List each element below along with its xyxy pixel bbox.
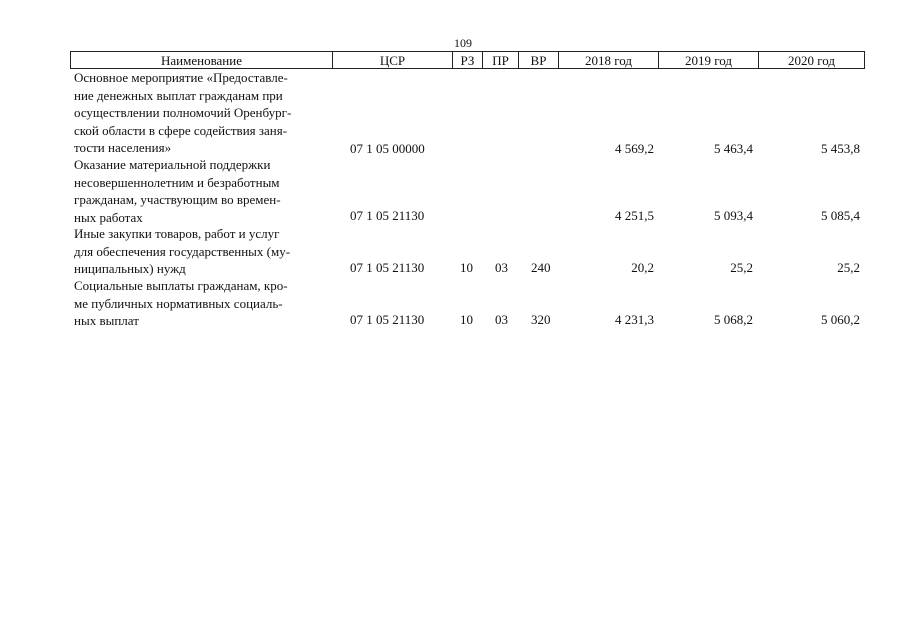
row-rz: 10 (460, 312, 473, 327)
table-header (70, 51, 865, 69)
row-name: Основное мероприятие «Предоставле- ние денежных выплат гражданам при осуществлении полномочий Оренбург- ской области в сфере содействия заня- тости населения» (74, 70, 292, 155)
header-csr: ЦСР (333, 52, 453, 68)
header-pr: ПР (483, 52, 519, 68)
header-2018: 2018 год (559, 52, 659, 68)
row-vr: 320 (531, 312, 551, 327)
header-2020: 2020 год (788, 53, 835, 68)
header-name: Наименование (71, 52, 333, 68)
header-vr: ВР (519, 52, 559, 68)
row-value-2019: 5 068,2 (714, 312, 753, 327)
row-name: Оказание материальной поддержки несовершеннолетним и безработным гражданам, участвующим во времен- ных работах (74, 157, 281, 225)
row-pr: 03 (495, 260, 508, 275)
row-name: Иные закупки товаров, работ и услуг для обеспечения государственных (му- ниципальных) нужд (74, 226, 291, 276)
row-csr: 07 1 05 00000 (350, 141, 425, 156)
row-rz: 10 (460, 260, 473, 275)
row-csr: 07 1 05 21130 (350, 312, 425, 327)
row-value-2020: 5 060,2 (821, 312, 860, 327)
row-value-2018: 4 251,5 (615, 208, 654, 223)
row-value-2020: 25,2 (837, 260, 860, 275)
row-csr: 07 1 05 21130 (350, 260, 425, 275)
row-value-2019: 25,2 (730, 260, 753, 275)
page-number: 109 (454, 36, 472, 50)
row-value-2018: 4 569,2 (615, 141, 654, 156)
row-value-2018: 20,2 (631, 260, 654, 275)
row-pr: 03 (495, 312, 508, 327)
row-value-2018: 4 231,3 (615, 312, 654, 327)
row-value-2019: 5 463,4 (714, 141, 753, 156)
row-csr: 07 1 05 21130 (350, 208, 425, 223)
header-rz: РЗ (453, 52, 483, 68)
row-vr: 240 (531, 260, 551, 275)
row-value-2020: 5 453,8 (821, 141, 860, 156)
row-value-2020: 5 085,4 (821, 208, 860, 223)
header-2019: 2019 год (659, 52, 759, 68)
row-value-2019: 5 093,4 (714, 208, 753, 223)
row-name: Социальные выплаты гражданам, кро- ме публичных нормативных социаль- ных выплат (74, 278, 288, 328)
